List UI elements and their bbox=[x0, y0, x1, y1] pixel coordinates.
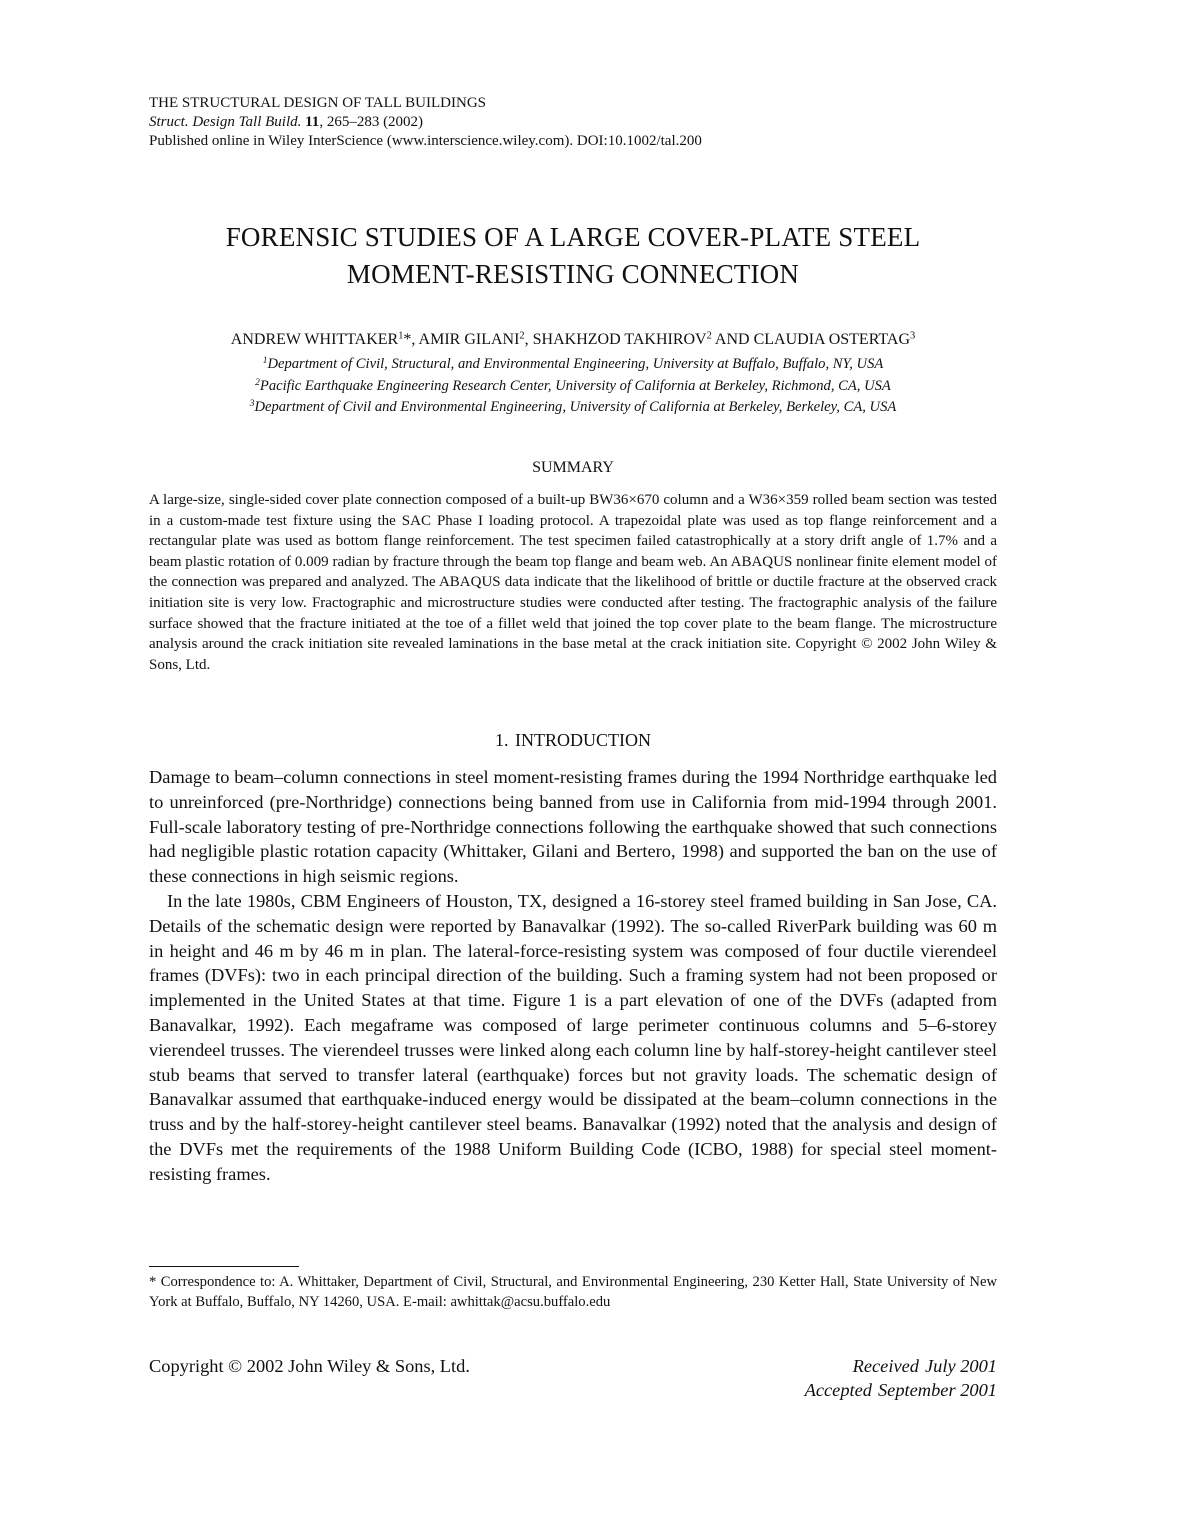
journal-name: THE STRUCTURAL DESIGN OF TALL BUILDINGS bbox=[149, 95, 486, 111]
summary-text: A large-size, single-sided cover plate connection composed of a built-up BW36×670 column and a W36×359 rolled beam section was tested in a custom-made test fixture using the SAC Phase I loading protocol. A trapezoidal plate was used as top flange reinforcement and a rectangular plate was used as bottom flange reinforcement. The test specimen failed catastrophically at a story drift angle of 1.7% and a beam plastic rotation of 0.009 radian by fracture through the beam top flange and beam web. An ABAQUS nonlinear finite element model of the connection was prepared and analyzed. The ABAQUS data indicate that the likelihood of brittle or ductile fracture at the observed crack initiation site is very low. Fractographic and microstructure studies were conducted after testing. The fractographic analysis of the failure surface showed that the fracture initiated at the toe of a fillet weld that joined the top cover plate to the beam flange. The microstructure analysis around the crack initiation site revealed laminations in the base metal at the crack initiation site. Copyright © 2002 John Wiley & Sons, Ltd. bbox=[149, 492, 997, 673]
author-list bbox=[149, 330, 997, 350]
received-line bbox=[805, 1354, 997, 1378]
author-separator: , bbox=[524, 331, 533, 348]
corresponding-mark: * bbox=[403, 331, 412, 348]
copyright-notice: Copyright © 2002 John Wiley & Sons, Ltd. bbox=[149, 1356, 470, 1376]
affiliation-number: 1 bbox=[262, 355, 268, 366]
affiliation bbox=[149, 376, 997, 398]
affiliation-text: Pacific Earthquake Engineering Research Center, University of California at Berkeley, Richmond, CA, USA bbox=[259, 377, 891, 394]
affiliation-text: Department of Civil and Environmental Engineering, University of California at Berkeley, Berkeley, CA, USA bbox=[254, 399, 897, 415]
author-name: CLAUDIA OSTERTAG bbox=[753, 331, 911, 348]
summary-heading: SUMMARY bbox=[532, 459, 614, 476]
received-date: July 2001 bbox=[924, 1356, 997, 1376]
citation-volume: 11 bbox=[305, 114, 320, 130]
author-name: SHAKHZOD TAKHIROV bbox=[532, 331, 707, 348]
paragraph: Damage to beam–column connections in steel moment-resisting frames during the 1994 Northridge earthquake led to unreinforced (pre-Northridge) connections being banned from use in California from mid-1994 through 2001. Full-scale laboratory testing of pre-Northridge connections following the earthquake showed that such connections had negligible plastic rotation capacity (Whittaker, Gilani and Bertero, 1998) and supported the ban on the use of these connections in high seismic regions. bbox=[149, 767, 997, 887]
citation-abbrev: Struct. Design Tall Build. bbox=[149, 114, 302, 130]
title-line-2: MOMENT-RESISTING CONNECTION bbox=[346, 259, 800, 289]
paragraph: In the late 1980s, CBM Engineers of Houston, TX, designed a 16-storey steel framed building in San Jose, CA. Details of the schematic design were reported by Banavalkar (1992). The so-called RiverPark building was 60 m in height and 46 m by 46 m in plan. The lateral-force-resisting system was composed of four ductile vierendeel frames (DVFs): two in each principal direction of the building. Such a framing system had not been proposed or implemented in the United States at that time. Figure 1 is a part elevation of one of the DVFs (adapted from Banavalkar, 1992). Each megaframe was composed of large perimeter continuous columns and 5–6-storey vierendeel trusses. The vierendeel trusses were linked along each column line by half-storey-height cantilever steel stub beams that served to transfer lateral (earthquake) forces but not gravity loads. The schematic design of Banavalkar assumed that earthquake-induced energy would be dissipated at the beam–column connections in the truss and by the half-storey-height cantilever steel beams. Banavalkar (1992) noted that the analysis and design of the DVFs met the requirements of the 1988 Uniform Building Code (ICBO, 1988) for special steel moment-resisting frames. bbox=[149, 890, 997, 1184]
accepted-date: September 2001 bbox=[877, 1380, 997, 1400]
received-label: Received bbox=[852, 1356, 919, 1376]
received-accepted-dates bbox=[805, 1354, 997, 1402]
accepted-line bbox=[805, 1378, 997, 1402]
affiliation-list bbox=[149, 354, 997, 419]
title-line-1: FORENSIC STUDIES OF A LARGE COVER-PLATE STEEL bbox=[225, 222, 921, 252]
affiliation-number: 2 bbox=[255, 377, 260, 388]
author-affil-number: 2 bbox=[706, 330, 712, 342]
author-name: AMIR GILANI bbox=[418, 331, 520, 348]
citation-pages: , 265–283 (2002) bbox=[319, 114, 424, 130]
author-name: ANDREW WHITTAKER bbox=[230, 331, 399, 348]
correspondence-footnote: * Correspondence to: A. Whittaker, Department of Civil, Structural, and Environmental Engineering, 230 Ketter Hall, State University of New York at Buffalo, Buffalo, NY 14260, USA. E-mail: awhittak@acsu.buffalo.edu bbox=[149, 1274, 997, 1310]
affiliation bbox=[149, 397, 997, 419]
journal-citation bbox=[149, 113, 702, 132]
journal-published: Published online in Wiley InterScience (www.interscience.wiley.com). DOI:10.1002/tal.200 bbox=[149, 133, 702, 149]
author-separator: AND bbox=[711, 331, 754, 348]
accepted-label: Accepted bbox=[804, 1380, 872, 1400]
affiliation-number: 3 bbox=[249, 398, 255, 409]
paper-title bbox=[149, 219, 997, 293]
footnote-divider bbox=[149, 1266, 299, 1267]
author-affil-number: 3 bbox=[910, 330, 916, 342]
introduction-body bbox=[149, 765, 997, 1187]
author-separator: , bbox=[411, 331, 419, 348]
introduction-heading: 1. INTRODUCTION bbox=[495, 730, 651, 750]
author-affil-number: 1 bbox=[398, 330, 404, 342]
journal-header bbox=[149, 94, 702, 151]
affiliation-text: Department of Civil, Structural, and Environmental Engineering, University at Buffalo, Buffalo, NY, USA bbox=[267, 356, 884, 372]
author-affil-number: 2 bbox=[519, 330, 525, 342]
affiliation bbox=[149, 354, 997, 376]
